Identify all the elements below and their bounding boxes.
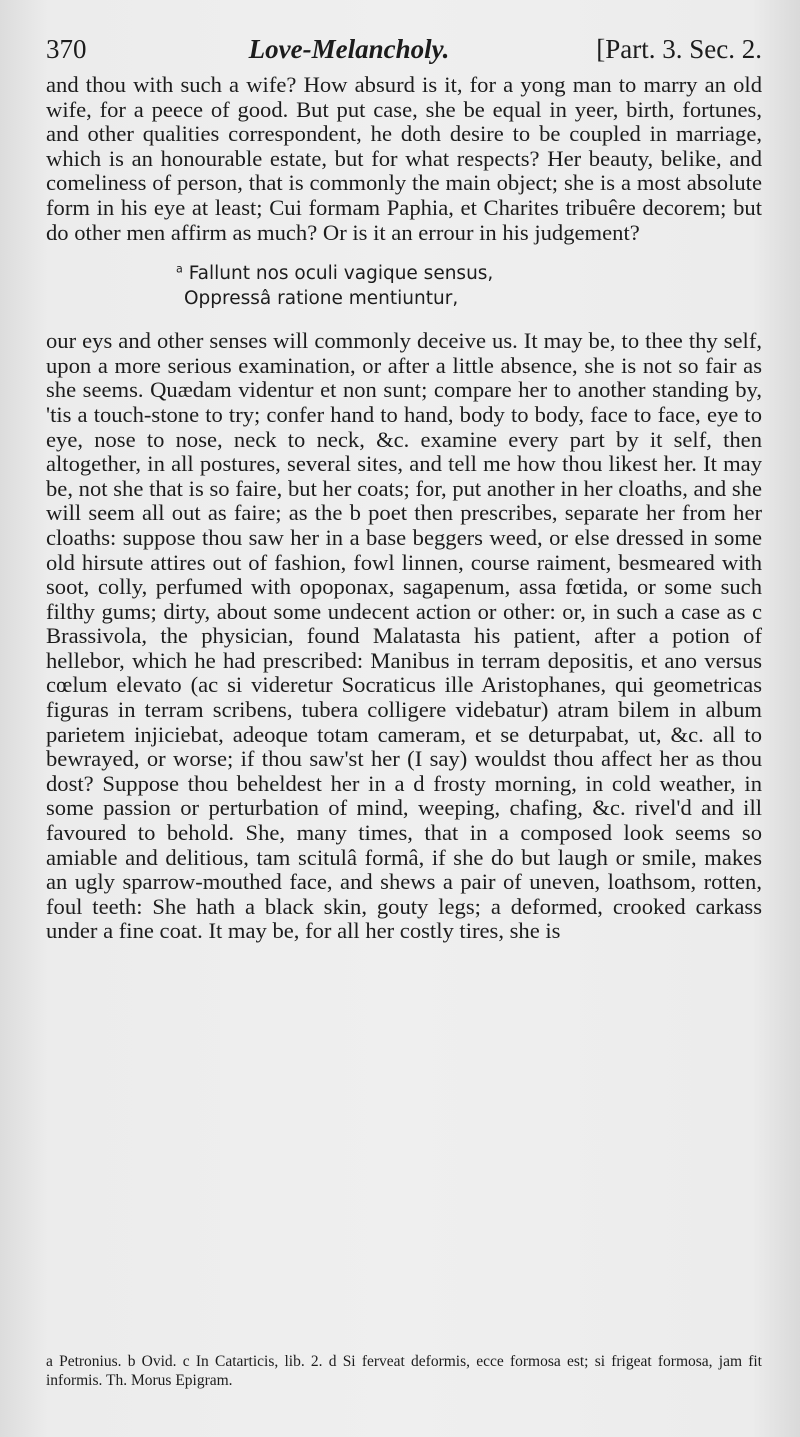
paragraph-2: our eys and other senses will commonly deceive us. It may be, to thee thy self, upon a more serious examination, or after a little absence, she is not so fair as she seems. Quædam videntur et non sunt; compare her to another standing by, 'tis a touch-stone to try; confer hand to hand, body to body, face to face, eye to eye, nose to nose, neck to neck, &c. examine every part by it self, then altogether, in all postures, several sites, and tell me how thou likest her. It may be, not she that is so faire, but her coats; for, put another in her cloaths, and she will seem all out as faire; as the b poet then prescribes, separate her from her cloaths: suppose thou saw her in a base beggers weed, or else dressed in some old hirsute attires out of fashion, fowl linnen, course raiment, besmeared with soot, colly, perfumed with opoponax, sagapenum, assa fœtida, or some such filthy gums; dirty, about some undecent action or other: or, in such a case as c Brassivola, the physician, found Malatasta his patient, after a potion of hellebor, which he had prescribed: Manibus in terram depositis, et ano versus cœlum elevato (ac si videretur Socraticus ille Aristophanes, qui geometricas figuras in terram scribens, tubera colligere videbatur) atram bilem in album parietem injiciebat, adeoque totam cameram, et se deturpabat, ut, &c. all to bewrayed, or worse; if thou saw'st her (I say) wouldst thou affect her as thou dost? Suppose thou beheldest her in a d frosty morning, in cold weather, in some passion or perturbation of mind, weeping, chafing, &c. rivel'd and ill favoured to behold. She, many times, that in a composed look seems so amiable and delitious, tam scitulâ formâ, if she do but laugh or smile, makes an ugly sparrow-mouthed face, and shews a pair of uneven, loathsom, rotten, foul teeth: She hath a black skin, gouty legs; a deformed, crooked carkass under a fine coat. It may be, for all her costly tires, she is xyxy=(46,328,762,944)
verse-quotation xyxy=(176,261,762,311)
page-body xyxy=(46,73,762,944)
page-header xyxy=(46,34,762,65)
section-reference: [Part. 3. Sec. 2. xyxy=(596,34,762,64)
paragraph-1: and thou with such a wife? How absurd is it, for a yong man to marry an old wife, for a peece of good. But put case, she be equal in yeer, birth, fortunes, and other qualities correspondent, he doth desire to be coupled in marriage, which is an honourable estate, but for what respects? Her beauty, belike, and comeliness of person, that is commonly the main object; she is a most absolute form in his eye at least; Cui formam Paphia, et Charites tribuêre decorem; but do other men affirm as much? Or is it an errour in his judgement? xyxy=(46,72,762,245)
verse-line-1: Fallunt nos oculi vagique sensus, xyxy=(188,263,494,285)
footnotes: a Petronius. b Ovid. c In Catarticis, lib. 2. d Si ferveat deformis, ecce formosa est; si frigeat formosa, jam fit informis. Th. Morus Epigram. xyxy=(46,1353,762,1389)
footnote-marker-a: a xyxy=(176,262,183,276)
verse-line-2: Oppressâ ratione mentiuntur, xyxy=(184,288,459,310)
page-number: 370 xyxy=(46,34,87,64)
running-title: Love-Melancholy. xyxy=(248,34,450,64)
